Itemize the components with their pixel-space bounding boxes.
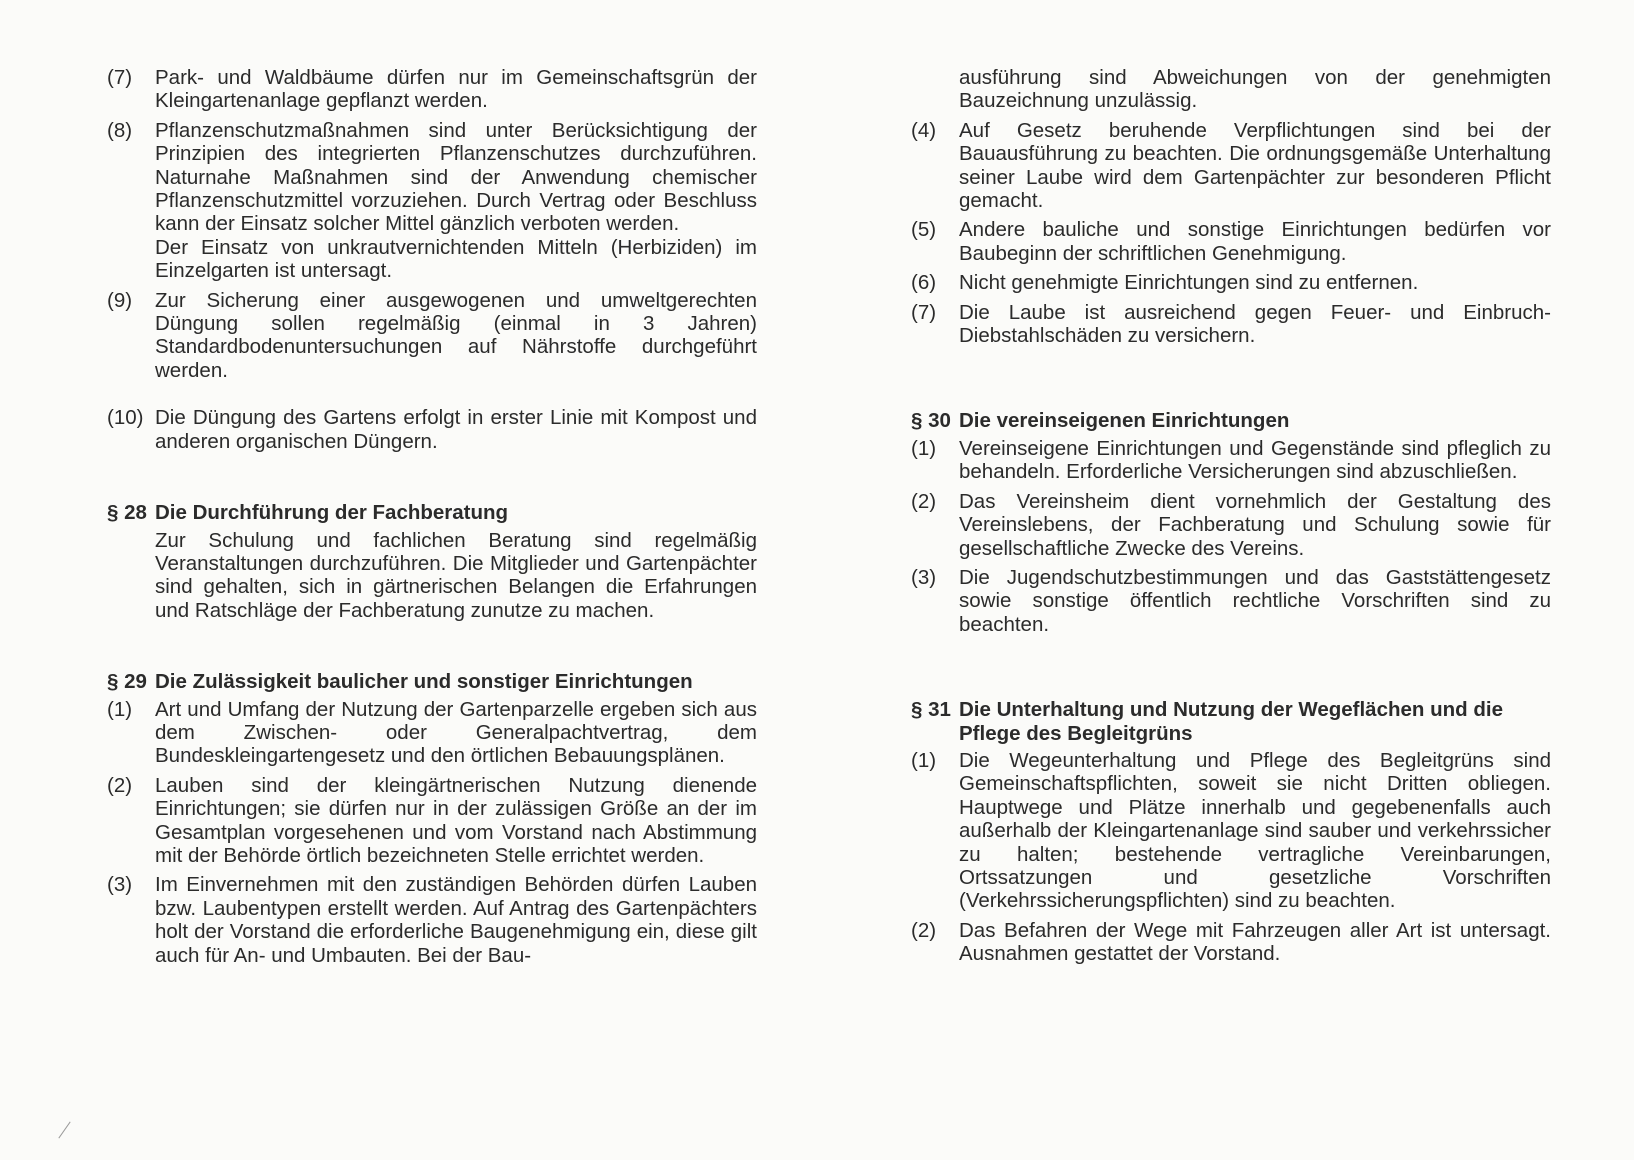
item-number: (2) xyxy=(911,489,937,513)
item-number: (4) xyxy=(911,118,937,142)
item-text: Im Einvernehmen mit den zuständigen Behörden dürfen Lauben bzw. Laubentypen erstellt werden. Auf Antrag des Gartenpächters holt der Vorstand die erforderliche Baugenehmigung ein, diese gilt auch für An- und Umbauten. Bei der Bau- xyxy=(155,873,757,967)
right-page xyxy=(911,66,1551,972)
item-number: (5) xyxy=(911,218,937,242)
list-item xyxy=(107,119,757,283)
list-item xyxy=(911,218,1551,265)
item-text: Park- und Waldbäume dürfen nur im Gemeinschaftsgrün der Kleingartenanlage gepflanzt werden. xyxy=(155,66,757,113)
left-page xyxy=(107,66,757,973)
item-number: (7) xyxy=(107,66,133,89)
item-number: (1) xyxy=(911,748,937,772)
section-heading-31 xyxy=(911,698,1551,745)
list-item xyxy=(107,774,757,868)
list-item xyxy=(107,698,757,768)
item-text: Pflanzenschutzmaßnahmen sind unter Berücksichtigung der Prinzipien des integrierten Pflanzenschutzes durchzuführen. Naturnahe Maßnahmen sind der Anwendung chemischer Pflanzenschutzmittel vorzuziehen. Durch Vertrag oder Beschluss kann der Einsatz solcher Mittel gänzlich verboten werden. xyxy=(155,118,757,236)
section-title: Die Zulässigkeit baulicher und sonstiger Einrichtungen xyxy=(155,670,693,694)
item-text: Das Vereinsheim dient vornehmlich der Gestaltung des Vereinslebens, der Fachberatung und Schulung sowie für gesellschaftliche Zwecke des Vereins. xyxy=(959,489,1551,560)
item-number: (10) xyxy=(107,406,144,430)
item-text: Auf Gesetz beruhende Verpflichtungen sind bei der Bauausführung zu beachten. Die ordnungsgemäße Unterhaltung seiner Laube wird dem Gartenpächter zur besonderen Pflicht gemacht. xyxy=(959,118,1551,213)
list-item xyxy=(911,437,1551,484)
list-item xyxy=(911,271,1551,294)
item-text: Nicht genehmigte Einrichtungen sind zu entfernen. xyxy=(959,271,1419,295)
item-text: Der Einsatz von unkrautvernichtenden Mitteln (Herbiziden) im Einzelgarten ist untersagt. xyxy=(155,235,757,283)
list-item xyxy=(107,873,757,967)
section-title: Die Durchführung der Fachberatung xyxy=(155,501,509,525)
list-item xyxy=(107,289,757,383)
item-text: Zur Sicherung einer ausgewogenen und umweltgerechten Düngung sollen regelmäßig (einmal in 3 Jahren) Standardbodenuntersuchungen auf Nährstoffe durchgeführt werden. xyxy=(155,288,757,382)
continuation-text: ausführung sind Abweichungen von der genehmigten Bauzeichnung unzulässig. xyxy=(959,66,1551,113)
item-text: Art und Umfang der Nutzung der Gartenparzelle ergeben sich aus dem Zwischen- oder Generalpachtvertrag, dem Bundeskleingartengesetz und den örtlichen Bebauungsplänen. xyxy=(155,697,757,768)
item-number: (3) xyxy=(911,565,937,589)
item-number: (2) xyxy=(911,918,937,942)
section-heading-30 xyxy=(911,409,1551,432)
section-heading-29 xyxy=(107,670,757,693)
item-number: (2) xyxy=(107,773,133,797)
section-text: Zur Schulung und fachlichen Beratung sind regelmäßig Veranstaltungen durchzuführen. Die Mitglieder und Gartenpächter sind gehalten, sich in gärtnerischen Belangen die Erfahrungen und Ratschläge der Fachberatung zunutze zu machen. xyxy=(155,528,757,622)
item-text: Die Jugendschutzbestimmungen und das Gaststättengesetz sowie sonstige öffentlich rechtliche Vorschriften sind zu beachten. xyxy=(959,565,1551,636)
section-number: § 29 xyxy=(107,670,147,694)
item-number: (1) xyxy=(911,436,937,460)
scan-artifact xyxy=(58,1122,70,1139)
item-number: (9) xyxy=(107,288,133,312)
list-item xyxy=(911,301,1551,348)
item-text: Andere bauliche und sonstige Einrichtungen bedürfen vor Baubeginn der schriftlichen Genehmigung. xyxy=(959,218,1551,265)
item-number: (6) xyxy=(911,271,937,295)
section-title: Die vereinseigenen Einrichtungen xyxy=(959,409,1290,433)
item-text: Die Wegeunterhaltung und Pflege des Begleitgrüns sind Gemeinschaftspflichten, soweit sie nicht Dritten obliegen. Hauptwege und Plätze innerhalb und gegebenenfalls auch außerhalb der Kleingartenanlage sind sauber und verkehrssicher zu halten; bestehende vertragliche Vereinbarungen, Ortssatzungen und gesetzliche Vorschriften (Verkehrssicherungspflichten) sind zu beachten. xyxy=(959,748,1551,913)
section-number: § 31 xyxy=(911,698,951,722)
list-item xyxy=(911,566,1551,636)
section-number: § 30 xyxy=(911,409,951,433)
item-number: (8) xyxy=(107,118,133,142)
list-item xyxy=(911,119,1551,213)
list-item xyxy=(911,749,1551,913)
item-number: (7) xyxy=(911,300,937,324)
item-number: (1) xyxy=(107,697,133,721)
item-text: Das Befahren der Wege mit Fahrzeugen aller Art ist untersagt. Ausnahmen gestattet der Vorstand. xyxy=(959,918,1551,966)
section-title: Die Unterhaltung und Nutzung der Wegeflächen und die Pflege des Begleitgrüns xyxy=(959,698,1504,745)
item-text: Die Düngung des Gartens erfolgt in erster Linie mit Kompost und anderen organischen Düngern. xyxy=(155,406,757,453)
list-item xyxy=(911,919,1551,966)
list-item xyxy=(107,406,757,453)
item-number: (3) xyxy=(107,873,133,897)
section-number: § 28 xyxy=(107,501,147,525)
item-text: Die Laube ist ausreichend gegen Feuer- und Einbruch-Diebstahlschäden zu versichern. xyxy=(959,300,1551,348)
item-text: Lauben sind der kleingärtnerischen Nutzung dienende Einrichtungen; sie dürfen nur in der zulässigen Größe an der im Gesamtplan vorgesehenen und vom Vorstand nach Abstimmung mit der Behörde örtlich bezeichneten Stelle errichtet werden. xyxy=(155,773,757,867)
list-item xyxy=(107,66,757,113)
item-text: Vereinseigene Einrichtungen und Gegenstände sind pfleglich zu behandeln. Erforderliche Versicherungen sind abzuschließen. xyxy=(959,436,1551,484)
section-heading-28 xyxy=(107,501,757,524)
list-item xyxy=(911,490,1551,560)
